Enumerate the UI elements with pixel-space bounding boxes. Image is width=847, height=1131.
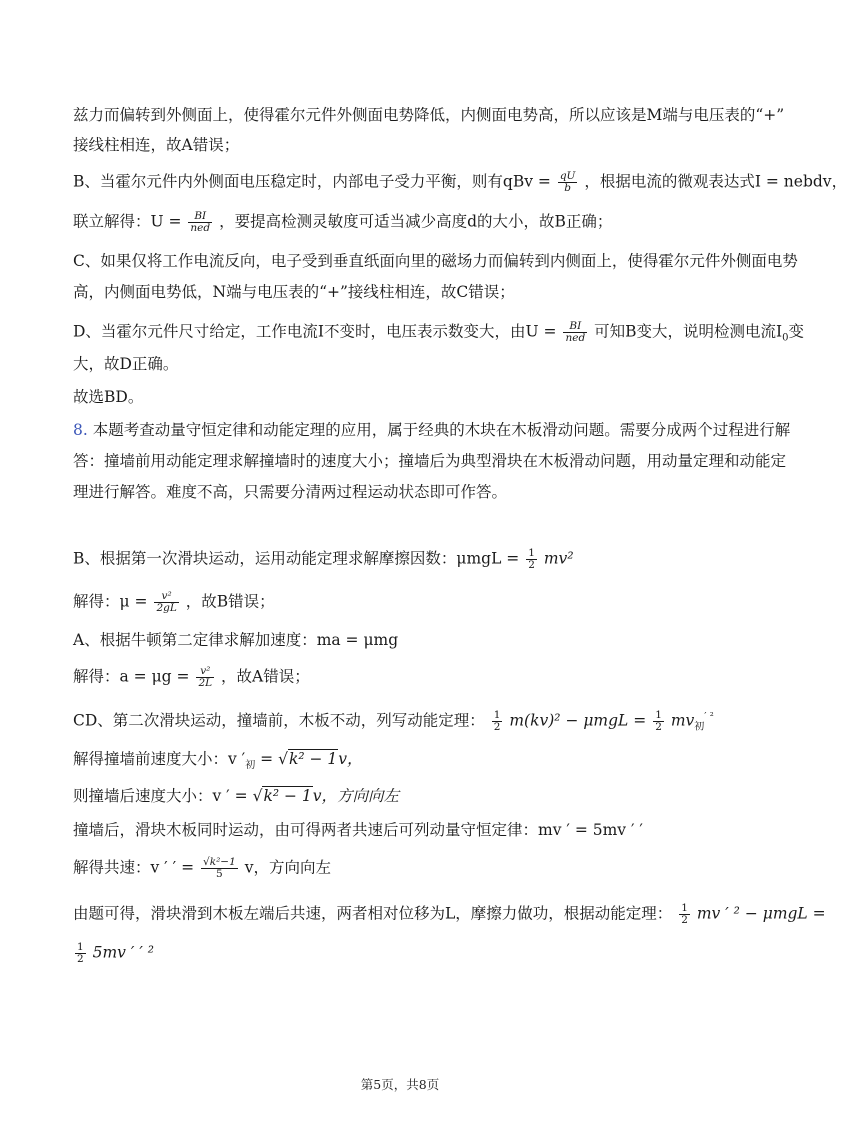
text-line-23: $\frac{1}{2}$ 5mv ′ ′ ² <box>77 941 154 965</box>
text-line-8: 大，故D正确。 <box>73 355 179 373</box>
question-number: 8. <box>73 421 88 439</box>
fraction-qU-b: $\frac{qU}{b}$ <box>559 170 576 194</box>
text-line-13: B、根据第一次滑块运动，运用动能定理求解摩擦因数：μmgL = $\frac{1}{2}$ mv² <box>73 547 574 571</box>
fraction-half-5: $\frac{1}{2}$ <box>77 941 84 965</box>
text-line-22: 由题可得，滑块滑到木板左端后共速，两者相对位移为L，摩擦力做功，根据动能定理： $\frac{1}{2}$ mv ′ ² − μmgL = <box>73 902 826 926</box>
text-line-15: A、根据牛顿第二定律求解加速度：ma = μmg <box>73 631 399 649</box>
text-line-16: 解得：a = μg = $\frac{\text{v²}}{2L}$ ，故A错误； <box>73 665 310 689</box>
text-line-20: 撞墙后，滑块木板同时运动，由可得两者共速后可列动量守恒定律：mv ′ = 5mv ′ ′ <box>73 821 643 839</box>
fraction-v2-2gL: $\frac{\text{v²}}{2gL}$ <box>156 590 177 614</box>
fraction-sqrt-5: $\frac{\text{√k²−1}}{5}$ <box>203 856 236 880</box>
text-line-1: 兹力而偏转到外侧面上，使得霍尔元件外侧面电势降低，内侧面电势高，所以应该是M端与电压表的“+” <box>73 106 785 124</box>
text-line-12: 理进行解答。难度不高，只需要分清两过程运动状态即可作答。 <box>73 483 508 501</box>
text-line-7: D、当霍尔元件尺寸给定，工作电流I不变时，电压表示数变大，由U = $\frac{BI}{\text{ned}}$ 可知B变大，说明检测电流$I_0$变 <box>73 320 805 344</box>
text-line-6: 高，内侧面电势低，N端与电压表的“+”接线柱相连，故C错误； <box>73 283 515 301</box>
text-line-19: 则撞墙后速度大小：v ′ = √k² − 1v，方向向左 <box>73 787 400 805</box>
text-line-14: 解得：μ = $\frac{\text{v²}}{2gL}$ ，故B错误； <box>73 590 275 614</box>
fraction-half-4: $\frac{1}{2}$ <box>681 902 688 926</box>
text-line-17: CD、第二次滑块运动，撞墙前，木板不动，列写动能定理： $\frac{1}{2}$ m(kv)² − μmgL = $\frac{1}{2}$ $mv_初^{' ^2}$ <box>73 709 714 733</box>
page-footer: 第5页，共8页 <box>360 1077 440 1092</box>
text-line-5: C、如果仅将工作电流反向，电子受到垂直纸面向里的磁场力而偏转到内侧面上，使得霍尔元件外侧面电势 <box>73 252 798 270</box>
fraction-BI-ned: $\frac{BI}{\text{ned}}$ <box>190 210 211 234</box>
text-line-21: 解得共速：v ′ ′ = $\frac{\text{√k²−1}}{5}$ v，方向向左 <box>73 856 331 880</box>
fraction-half: $\frac{1}{2}$ <box>528 547 535 571</box>
fraction-BI-ned-2: $\frac{BI}{\text{ned}}$ <box>565 320 586 344</box>
text-line-2: 接线柱相连，故A错误； <box>73 136 240 154</box>
text-line-3: B、当霍尔元件内外侧面电压稳定时，内部电子受力平衡，则有qBv = $\frac{qU}{b}$ ，根据电流的微观表达式I = nebdv， <box>73 170 847 194</box>
text-line-10: 8. 本题考查动量守恒定律和动能定理的应用，属于经典的木块在木板滑动问题。需要分成两个过程进行解 <box>73 421 791 439</box>
text-line-4: 联立解得：U = $\frac{BI}{\text{ned}}$ ，要提高检测灵敏度可适当减少高度d的大小，故B正确； <box>73 210 613 234</box>
fraction-half-2: $\frac{1}{2}$ <box>493 709 501 733</box>
fraction-half-3: $\frac{1}{2}$ <box>655 709 662 733</box>
text-line-9: 故选BD。 <box>73 388 144 406</box>
text-line-11: 答：撞墙前用动能定理求解撞墙时的速度大小；撞墙后为典型滑块在木板滑动问题，用动量定理和动能定 <box>73 452 787 470</box>
text-line-18: 解得撞墙前速度大小：v $'_初 = √k^2 - 1v$， <box>73 750 363 772</box>
fraction-v2-2L: $\frac{\text{v²}}{2L}$ <box>198 665 213 689</box>
